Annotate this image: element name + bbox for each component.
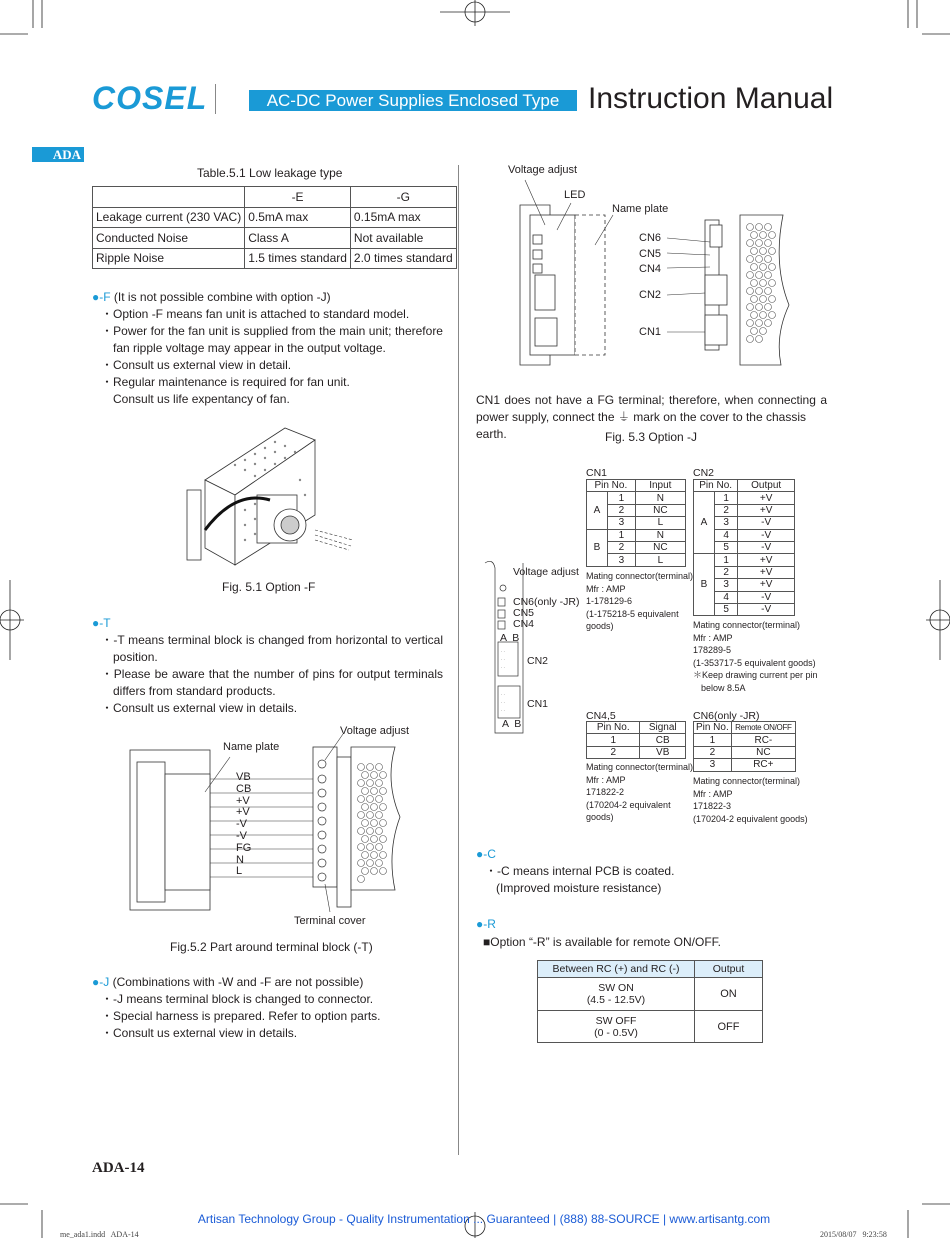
svg-text:· ·: · · [501, 692, 505, 697]
header-divider [215, 84, 216, 114]
note-line: (170204-2 equivalent goods) [693, 813, 808, 824]
list-item: ・-J means terminal block is changed to connector. [101, 992, 374, 1006]
option-f-bullets [101, 306, 443, 408]
option-c-bullets [485, 863, 674, 897]
table51-caption: Table.5.1 Low leakage type [197, 166, 343, 180]
table-row [538, 961, 763, 978]
table-cell: OFF [695, 1011, 763, 1043]
table-cell: 1 [715, 554, 738, 566]
terminal-block-drawing [125, 722, 435, 932]
list-item: ・Please be aware that the number of pins for output terminals [101, 667, 443, 681]
option-r-text: ■Option “-R” is available for remote ON/OFF. [483, 935, 721, 949]
cn6-notes [693, 775, 808, 825]
list-item: ・Consult us external view in details. [101, 1026, 298, 1040]
cell-line: (0 - 0.5V) [594, 1026, 638, 1039]
fig53-caption: Fig. 5.3 Option -J [605, 430, 698, 444]
cn1-notes [586, 570, 693, 633]
table-cell: Conducted Noise [93, 228, 245, 249]
table-row [538, 978, 763, 1011]
table-cell: L [635, 554, 685, 566]
table-cell: Leakage current (230 VAC) [93, 207, 245, 228]
fig53-cn6: CN6 [639, 232, 662, 244]
table-cell: B [694, 554, 715, 616]
cn2-notes [693, 619, 818, 694]
table-cell: Between RC (+) and RC (-) [538, 961, 695, 978]
note-line: Mating connector(terminal) [586, 762, 694, 772]
note-line: Mating connector(terminal) [693, 620, 801, 630]
terminal-label: +V [236, 794, 250, 807]
table-cell: -V [738, 603, 795, 615]
table-row [694, 492, 795, 504]
table-cell: 1.5 times standard [245, 248, 351, 269]
table-cell: 2 [694, 746, 732, 758]
list-item: ・-T means terminal block is changed from horizontal to vertical [101, 633, 443, 647]
option-j-label: ●-J [92, 975, 110, 989]
series-tag: ADA [32, 147, 84, 162]
fig53-text-line1: CN1 does not have a FG terminal; therefore, when connecting a [476, 393, 827, 407]
note-line: below 8.5A [701, 682, 746, 693]
table-cell: -V [738, 529, 795, 541]
table-cell: A [587, 492, 608, 529]
list-item: ・Option -F means fan unit is attached to standard model. [101, 307, 410, 321]
table-cell: Not available [350, 228, 456, 249]
side-voltage-adjust: Voltage adjust [513, 566, 579, 578]
option-c-heading: ●-C [476, 847, 496, 861]
terminal-label: -V [236, 829, 247, 842]
cn2-title: CN2 [693, 467, 715, 479]
table-cell: N [635, 492, 685, 504]
table-cell: A [694, 492, 715, 554]
table-row [694, 554, 795, 566]
note-line: Mfr : AMP [586, 583, 626, 594]
table-cell: 1 [608, 529, 636, 541]
table-cell: 2.0 times standard [350, 248, 456, 269]
table-cell [538, 978, 695, 1011]
note-line: goods) [586, 621, 614, 631]
note-line: Mfr : AMP [693, 632, 733, 643]
side-ab2: A B [502, 718, 522, 730]
category-banner: AC-DC Power Supplies Enclosed Type [249, 90, 577, 111]
list-item: ・-C means internal PCB is coated. [485, 864, 675, 878]
table-cell: VB [640, 746, 686, 758]
cn2-table [693, 479, 795, 616]
table-row [694, 480, 795, 492]
table-row [694, 746, 796, 758]
table-cell: +V [738, 504, 795, 516]
note-line: 1-178129-6 [586, 596, 633, 606]
table-cell: 2 [715, 566, 738, 578]
table-cell: 4 [715, 529, 738, 541]
fig53-cn2: CN2 [639, 289, 662, 301]
table-cell: Pin No. [694, 722, 732, 734]
table-cell: Pin No. [587, 480, 636, 492]
option-f-note: (It is not possible combine with option -J) [110, 290, 331, 304]
table-cell: +V [738, 492, 795, 504]
list-item: ・Consult us external view in details. [101, 701, 298, 715]
side-cn4: CN4 [513, 618, 535, 630]
table-row [587, 734, 686, 746]
table-cell: 1 [587, 734, 640, 746]
footer-file: me_ada1.indd ADA-14 [60, 1230, 139, 1239]
table-row [93, 187, 457, 208]
table-row [93, 228, 457, 249]
footer-banner[interactable]: Artisan Technology Group - Quality Instrumentation ... Guaranteed | (888) 88-SOURCE | www.artisantg.com [197, 1212, 771, 1226]
table-cell: -V [738, 517, 795, 529]
option-t-heading: ●-T [92, 616, 111, 630]
table-cell: N [635, 529, 685, 541]
svg-text:· ·: · · [501, 649, 505, 654]
fig52-name-plate: Name plate [223, 741, 280, 753]
table-cell: 2 [715, 504, 738, 516]
svg-text:· ·: · · [501, 708, 505, 713]
table-cell: 5 [715, 603, 738, 615]
table-cell [538, 1011, 695, 1043]
table-cell: Output [695, 961, 763, 978]
list-item: differs from standard products. [113, 684, 276, 698]
fig53-cn4: CN4 [639, 263, 662, 275]
table-cell: -V [738, 591, 795, 603]
side-cn2: CN2 [527, 655, 549, 667]
cn45-notes [586, 761, 693, 824]
fig53-cn1: CN1 [639, 326, 662, 338]
fig53-voltage-adjust: Voltage adjust [508, 164, 578, 176]
option-t-bullets [101, 632, 443, 717]
fig52-voltage-adjust: Voltage adjust [340, 725, 410, 737]
side-ab: A B [500, 632, 520, 644]
list-item: fan ripple voltage may appear in the output voltage. [113, 341, 386, 355]
table-row [587, 480, 686, 492]
list-item: position. [113, 650, 158, 664]
table-cell: RC- [731, 734, 795, 746]
note-line: (170204-2 equivalent [586, 799, 671, 810]
table-cell: 1 [715, 492, 738, 504]
list-item: Consult us life expentancy of fan. [113, 392, 290, 406]
cell-line: SW OFF [595, 1014, 637, 1027]
table-cell: CB [640, 734, 686, 746]
table-cell: Pin No. [694, 480, 738, 492]
table-cell: 2 [587, 746, 640, 758]
terminal-label: -V [236, 818, 247, 831]
table-cell: NC [731, 746, 795, 758]
table-cell: 3 [715, 517, 738, 529]
terminal-label: FG [236, 841, 252, 854]
table-cell: RC+ [731, 759, 795, 771]
table-row [93, 207, 457, 228]
table-cell: Signal [640, 722, 686, 734]
cn45-table [586, 721, 686, 759]
table-cell: NC [635, 504, 685, 516]
remote-table [537, 960, 763, 1043]
cn6-title: CN6(only -JR) [693, 710, 760, 722]
note-line: (1-353717-5 equivalent goods) [693, 657, 816, 668]
option-j-heading [92, 974, 363, 991]
side-cn6: CN6(only -JR) [513, 596, 580, 608]
table-cell: Ripple Noise [93, 248, 245, 269]
terminal-label: VB [236, 771, 251, 783]
fig53-led: LED [564, 189, 586, 201]
fig53-text-line2a: power supply, connect the [476, 410, 615, 424]
table-cell: 1 [608, 492, 636, 504]
list-item: ・Regular maintenance is required for fan unit. [101, 375, 350, 389]
svg-text:· ·: · · [501, 665, 505, 670]
table-cell: 3 [608, 554, 636, 566]
table-cell: -V [738, 541, 795, 553]
table-cell: 3 [694, 759, 732, 771]
note-line: ＊Keep drawing current per pin [693, 670, 818, 680]
table-cell: Pin No. [587, 722, 640, 734]
list-item: ・Consult us external view in detail. [101, 358, 292, 372]
note-line: 171822-2 [586, 787, 625, 797]
note-line: (1-175218-5 equivalent [586, 608, 679, 619]
connector-side-view [483, 558, 533, 738]
table-cell: B [587, 529, 608, 566]
footer-date: 2015/08/07 9:23:58 [820, 1230, 887, 1239]
table-row [694, 722, 796, 734]
table-cell: Class A [245, 228, 351, 249]
note-line: Mfr : AMP [693, 788, 733, 799]
table-cell: Input [635, 480, 685, 492]
svg-text:· ·: · · [501, 657, 505, 662]
cn1-table [586, 479, 686, 567]
table-cell: NC [635, 541, 685, 553]
option-j-bullets [101, 991, 380, 1042]
table-cell: Remote ON/OFF [731, 722, 795, 734]
table-cell: 2 [608, 504, 636, 516]
cell-line: (4.5 - 12.5V) [586, 994, 646, 1006]
table-row [587, 492, 686, 504]
svg-text:· ·: · · [501, 700, 505, 705]
note-line: Mfr : AMP [586, 774, 626, 785]
fan-unit-drawing [175, 420, 360, 570]
terminal-label: N [236, 853, 244, 866]
table-cell: ON [695, 978, 763, 1011]
fig53-name-plate: Name plate [612, 203, 669, 215]
terminal-label: CB [236, 782, 252, 795]
fig52-terminal-cover: Terminal cover [294, 915, 366, 927]
table-cell: -E [245, 187, 351, 208]
terminal-label: L [236, 865, 243, 878]
table-cell: 4 [715, 591, 738, 603]
cn1-title: CN1 [586, 467, 608, 479]
table-cell: 3 [608, 517, 636, 529]
table-row [587, 722, 686, 734]
table-cell: 0.5mA max [245, 207, 351, 228]
table-cell: 1 [694, 734, 732, 746]
column-divider [458, 165, 459, 1155]
terminal-label: +V [236, 806, 250, 819]
table-row [587, 746, 686, 758]
list-item: (Improved moisture resistance) [496, 881, 662, 895]
list-item: ・Special harness is prepared. Refer to option parts. [101, 1009, 381, 1023]
table-cell: 2 [608, 541, 636, 553]
note-line: goods) [586, 812, 614, 822]
page-title: Instruction Manual [588, 82, 834, 115]
table51 [92, 186, 457, 269]
note-line: 171822-3 [693, 801, 732, 811]
option-j-note: (Combinations with -W and -F are not possible) [109, 975, 364, 989]
side-cn5: CN5 [513, 607, 535, 619]
note-line: Mating connector(terminal) [586, 571, 694, 581]
table-cell: +V [738, 566, 795, 578]
ground-icon: ⏚ [617, 410, 630, 424]
table-row [93, 248, 457, 269]
fig52-caption: Fig.5.2 Part around terminal block (-T) [170, 940, 373, 954]
table-cell: 0.15mA max [350, 207, 456, 228]
table-cell [93, 187, 245, 208]
list-item: ・Power for the fan unit is supplied from the main unit; therefore [101, 324, 443, 338]
fig52-terminal-labels [236, 772, 251, 878]
table-cell: 3 [715, 579, 738, 591]
option-r-heading: ●-R [476, 917, 496, 931]
option-f-heading [92, 289, 331, 306]
cosel-logo: COSEL [92, 80, 208, 116]
fig53-cn5: CN5 [639, 248, 662, 260]
table-row [694, 734, 796, 746]
table-cell: L [635, 517, 685, 529]
fig51-caption: Fig. 5.1 Option -F [222, 580, 316, 594]
side-cn1: CN1 [527, 698, 549, 710]
table-cell: -G [350, 187, 456, 208]
table-cell: Output [738, 480, 795, 492]
cell-line: SW ON [598, 982, 634, 994]
table-row [538, 1011, 763, 1043]
table-cell: +V [738, 579, 795, 591]
fig53-text-line2b: mark on the cover to the chassis earth. [476, 410, 806, 441]
cn6-table [693, 721, 796, 772]
cn45-title: CN4,5 [586, 710, 616, 722]
table-cell: 5 [715, 541, 738, 553]
note-line: Mating connector(terminal) [693, 776, 801, 786]
page-number: ADA-14 [92, 1160, 145, 1176]
table-row [694, 759, 796, 771]
option-f-label: ●-F [92, 290, 111, 304]
table-row [587, 529, 686, 541]
note-line: 178289-5 [693, 645, 732, 655]
table-cell: +V [738, 554, 795, 566]
